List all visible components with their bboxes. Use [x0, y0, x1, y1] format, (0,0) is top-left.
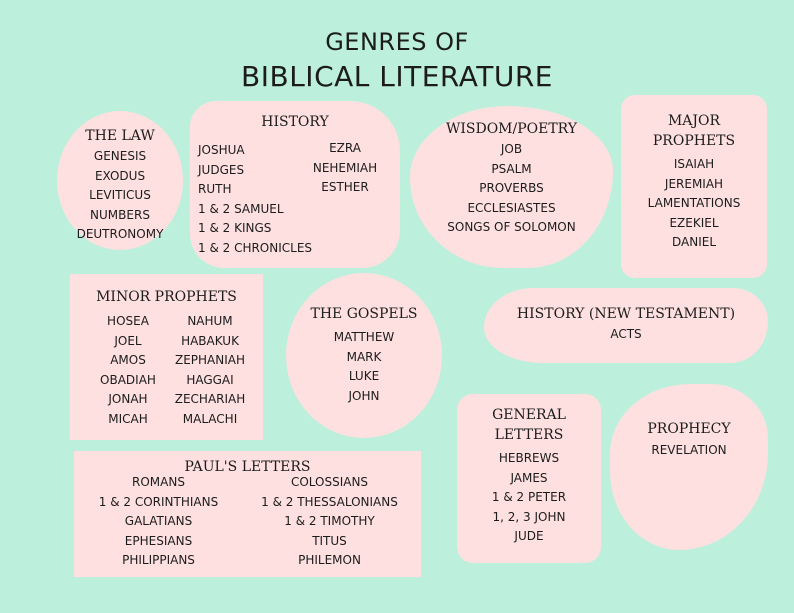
paul-heading: PAUL'S LETTERS [184, 459, 311, 475]
list-item: JOHN [348, 388, 380, 403]
minor-prophets-box [70, 274, 263, 440]
major-list [621, 155, 767, 253]
list-item: HEBREWS [498, 451, 560, 465]
list-item: 1 & 2 CHRONICLES [198, 240, 313, 255]
list-item: JAMES [510, 470, 548, 485]
major-heading-line2: PROPHETS [652, 133, 736, 149]
list-item: NAHUM [187, 314, 233, 328]
list-item: EPHESIANS [124, 533, 193, 548]
paul-list-col2 [242, 473, 417, 571]
list-item: 1 & 2 CORINTHIANS [98, 494, 219, 509]
general-heading-line2: LETTERS [494, 427, 564, 443]
list-item: JUDGES [198, 162, 245, 177]
gospels-list [286, 328, 442, 406]
history-heading: HISTORY [261, 114, 329, 130]
law-box [57, 111, 183, 250]
list-item: GENESIS [93, 149, 147, 163]
gospels-heading: THE GOSPELS [310, 306, 418, 322]
list-item: LUKE [348, 369, 380, 383]
gospels-box [286, 273, 442, 438]
list-item: HAGGAI [186, 372, 234, 387]
history-list-col1 [198, 141, 312, 258]
list-item: PROVERBS [479, 181, 544, 195]
list-item: LAMENTATIONS [647, 196, 741, 210]
general-list [457, 449, 601, 547]
list-item: JEREMIAH [664, 176, 724, 191]
list-item: LEVITICUS [89, 188, 151, 202]
list-item: EXODUS [94, 168, 146, 183]
list-item: 1 & 2 KINGS [198, 221, 272, 235]
list-item: HABAKUK [181, 333, 239, 348]
list-item: EZRA [329, 141, 361, 155]
list-item: ESTHER [321, 180, 369, 194]
list-item: ROMANS [132, 475, 185, 489]
list-item: JONAH [108, 392, 148, 406]
general-heading-line1: GENERAL [492, 407, 566, 423]
list-item: EZEKIEL [669, 215, 719, 230]
list-item: PHILIPPIANS [122, 553, 195, 567]
minor-list-col1 [82, 312, 174, 429]
major-heading-line1: MAJOR [667, 113, 721, 129]
list-item: JUDE [514, 529, 544, 543]
history-nt-list [484, 325, 768, 345]
list-item: 1 & 2 TIMOTHY [284, 514, 375, 528]
law-list [57, 147, 183, 245]
major-prophets-box [621, 95, 767, 278]
list-item: 1 & 2 THESSALONIANS [261, 494, 398, 509]
list-item: MARK [346, 349, 382, 364]
list-item: DEUTRONOMY [76, 227, 164, 241]
list-item: 1, 2, 3 JOHN [492, 509, 566, 524]
list-item: JOB [500, 142, 523, 156]
list-item: ACTS [610, 327, 642, 341]
list-item: ZECHARIAH [174, 392, 246, 406]
list-item: COLOSSIANS [290, 475, 369, 489]
list-item: NUMBERS [90, 207, 150, 222]
history-nt-box [484, 288, 768, 363]
list-item: OBADIAH [100, 372, 156, 387]
list-item: NEHEMIAH [312, 160, 378, 175]
list-item: 1 & 2 SAMUEL [198, 201, 284, 216]
wisdom-heading: WISDOM/POETRY [445, 121, 578, 137]
minor-list-col2 [162, 312, 258, 429]
list-item: TITUS [312, 533, 347, 548]
history-nt-heading: HISTORY (NEW TESTAMENT) [516, 306, 736, 322]
list-item: PSALM [491, 161, 532, 176]
prophecy-box [610, 384, 768, 550]
list-item: JOEL [114, 333, 142, 348]
list-item: AMOS [110, 353, 146, 367]
list-item: MICAH [108, 411, 148, 426]
wisdom-list [410, 140, 613, 238]
law-heading: THE LAW [85, 128, 155, 144]
paul-list-col1 [76, 473, 241, 571]
prophecy-heading: PROPHECY [647, 421, 731, 437]
list-item: PHILEMON [298, 553, 361, 567]
list-item: DANIEL [671, 235, 717, 249]
list-item: ECCLESIASTES [467, 200, 556, 215]
list-item: HOSEA [107, 314, 149, 328]
history-box [190, 101, 400, 268]
list-item: SONGS OF SOLOMON [447, 220, 576, 234]
minor-heading: MINOR PROPHETS [96, 289, 237, 305]
general-letters-box [457, 394, 601, 563]
list-item: 1 & 2 PETER [491, 490, 567, 504]
list-item: ISAIAH [673, 157, 715, 171]
list-item: MATTHEW [333, 330, 395, 344]
list-item: GALATIANS [124, 514, 193, 528]
wisdom-box [410, 106, 613, 268]
history-list-col2 [304, 139, 386, 198]
page-title-line2: BIBLICAL LITERATURE [241, 60, 553, 93]
prophecy-list [610, 441, 768, 461]
pauls-letters-box [74, 451, 421, 577]
page-title-line1: GENRES OF [325, 28, 469, 56]
list-item: JOSHUA [198, 143, 245, 157]
list-item: REVELATION [651, 443, 727, 457]
list-item: MALACHI [182, 411, 238, 426]
list-item: ZEPHANIAH [174, 353, 246, 367]
list-item: RUTH [198, 182, 232, 196]
